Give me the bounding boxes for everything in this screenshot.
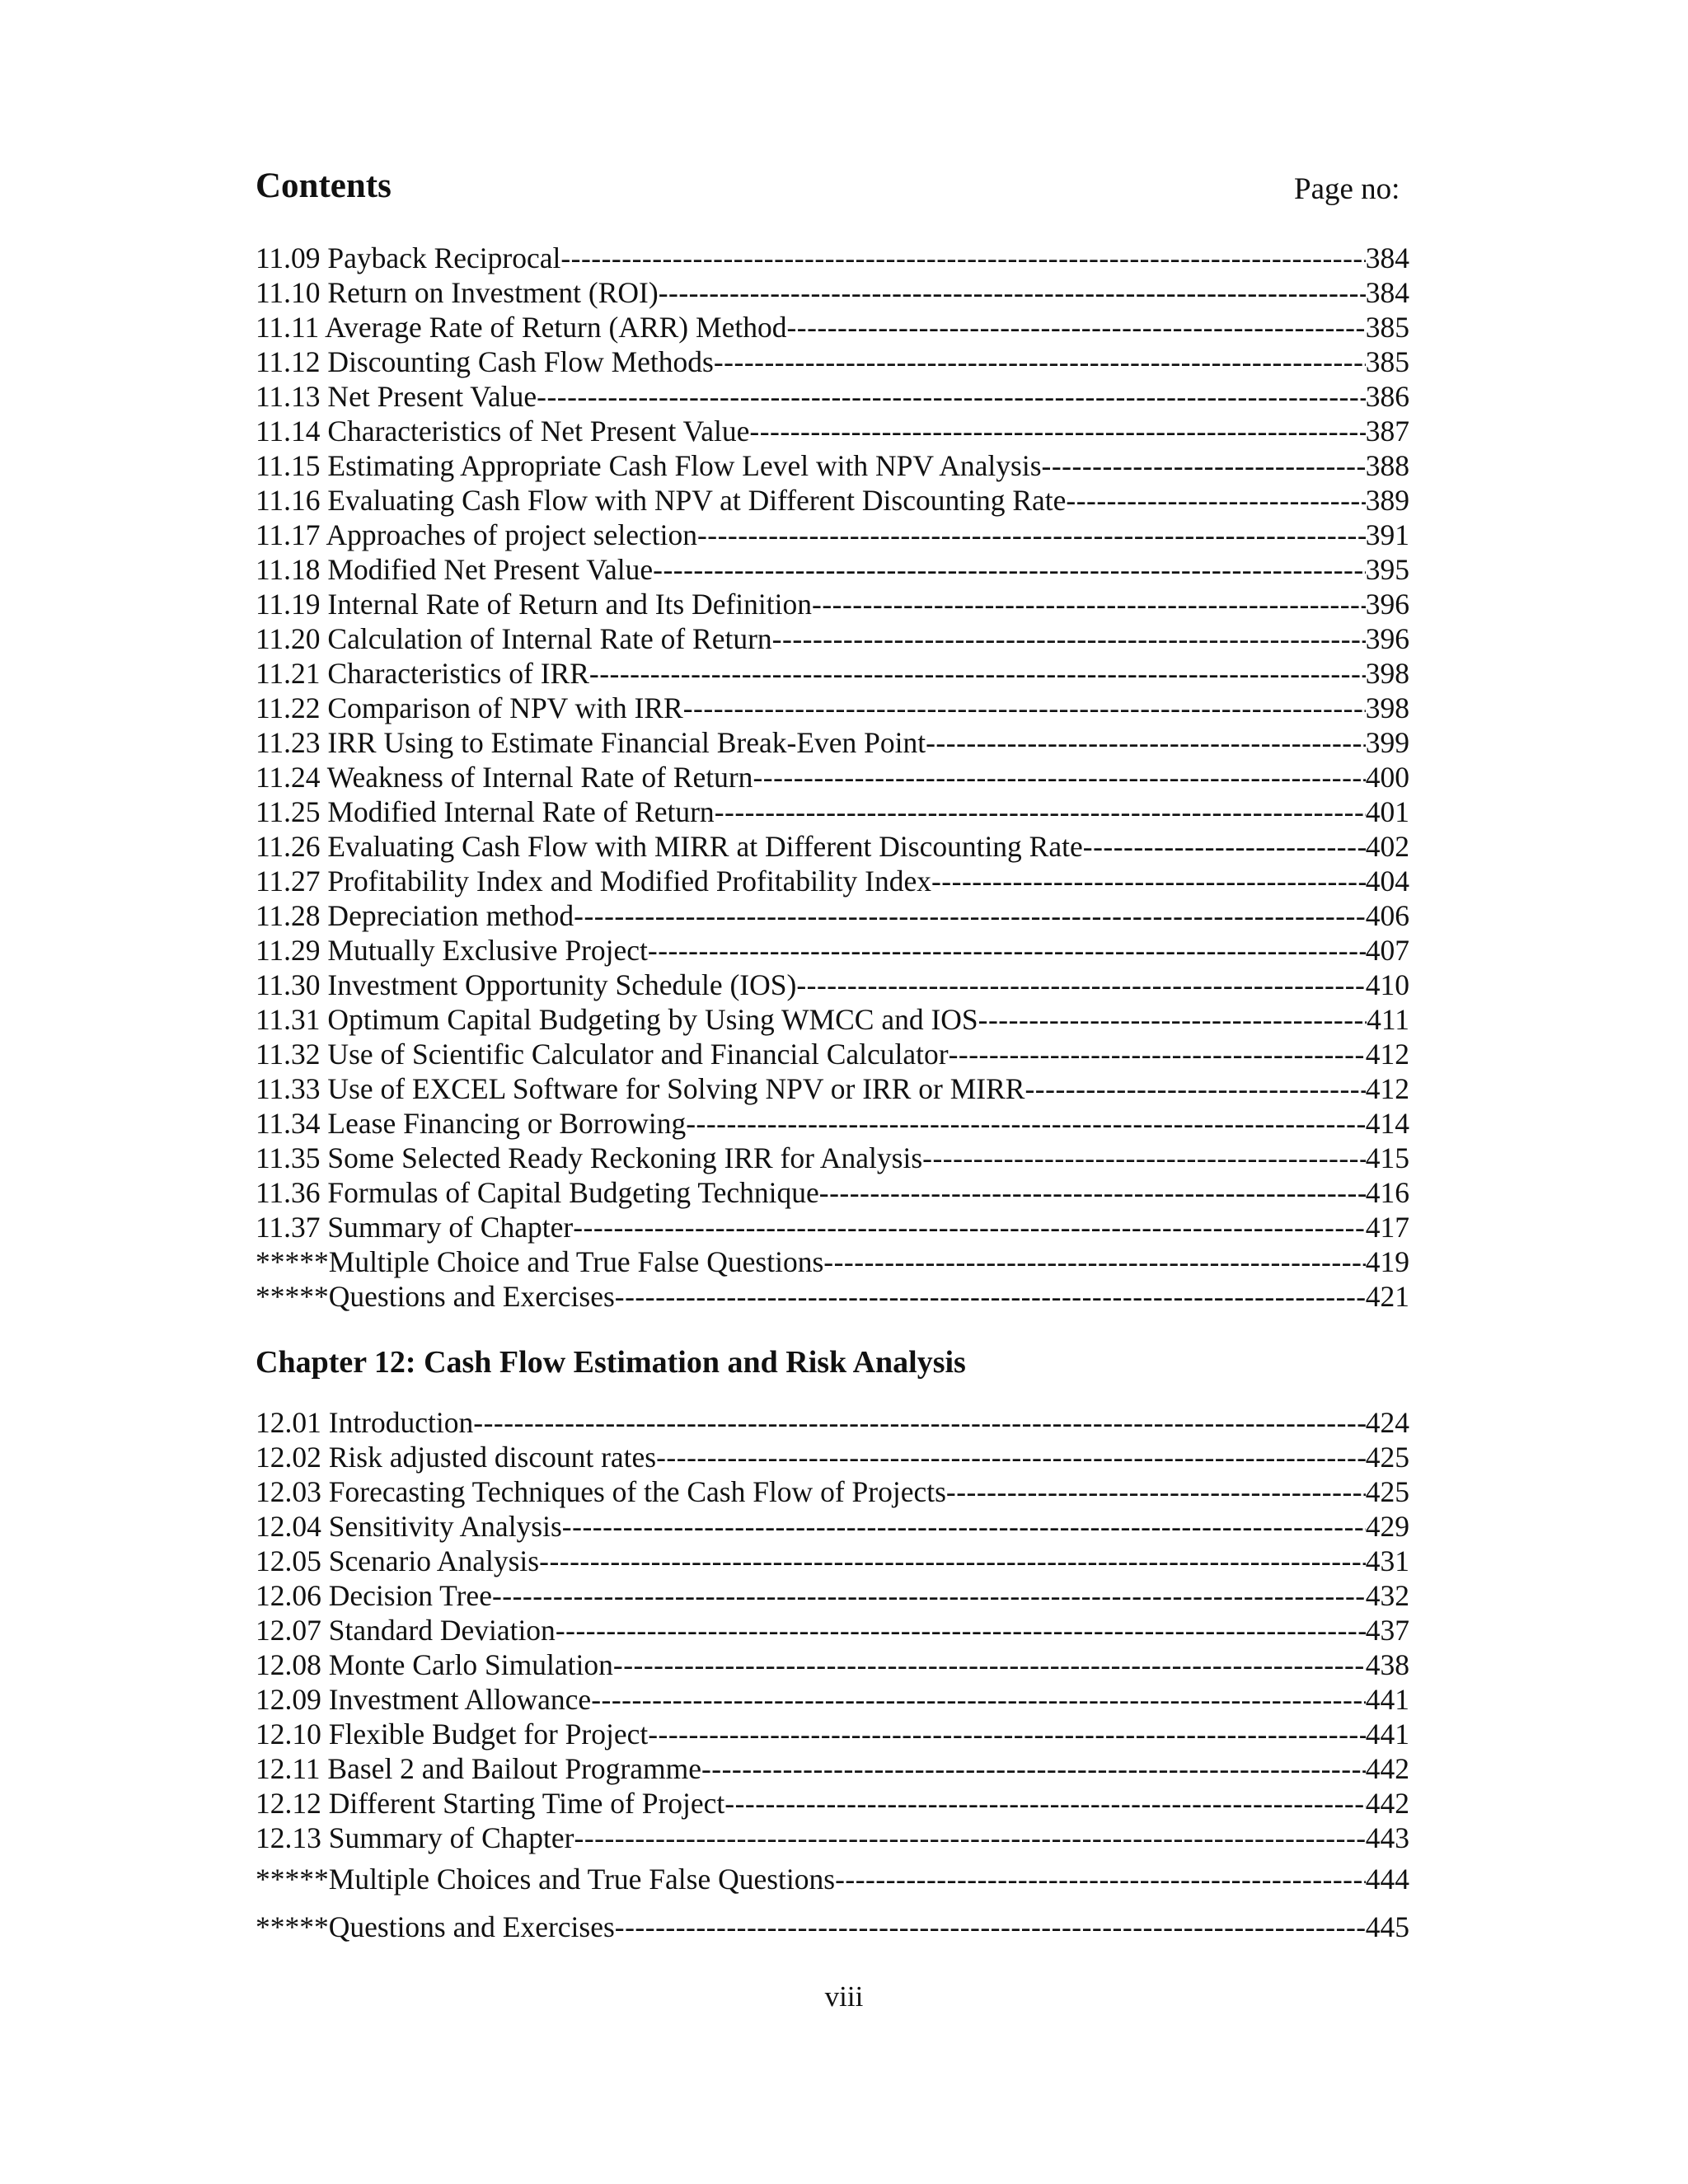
dot-leader — [591, 1682, 1366, 1717]
toc-entry — [256, 933, 1409, 968]
toc-entry — [256, 968, 1409, 1002]
toc-entry-title: 11.21 Characteristics of IRR — [256, 657, 589, 690]
dot-leader — [1066, 483, 1365, 518]
toc-entry-page-number: 441 — [1365, 1683, 1409, 1716]
dot-leader — [819, 1175, 1366, 1210]
toc-entry-page-number: 415 — [1365, 1141, 1409, 1174]
toc-entry — [256, 1106, 1409, 1141]
dot-leader — [753, 760, 1365, 794]
toc-list-chapter-11 — [256, 241, 1409, 1314]
toc-entry-page-number: 385 — [1365, 345, 1409, 378]
toc-entry-title: 12.09 Investment Allowance — [256, 1683, 592, 1716]
toc-entry-title: 11.31 Optimum Capital Budgeting by Using WMCC and IOS — [256, 1003, 978, 1036]
dot-leader — [556, 1613, 1366, 1647]
toc-entry-page-number: 385 — [1365, 311, 1409, 344]
toc-entry — [256, 1682, 1409, 1717]
dot-leader — [613, 1647, 1366, 1682]
toc-entry-page-number: 401 — [1365, 795, 1409, 828]
dot-leader — [749, 414, 1365, 448]
toc-entry-title: 11.29 Mutually Exclusive Project — [256, 934, 648, 967]
dot-leader — [659, 275, 1366, 310]
toc-entry-page-number: 417 — [1365, 1211, 1409, 1244]
page-number-column-label: Page no: — [1294, 172, 1400, 206]
toc-entry-page-number: 406 — [1365, 899, 1409, 932]
toc-entry-page-number: 410 — [1365, 968, 1409, 1001]
toc-entry-page-number: 424 — [1365, 1406, 1409, 1439]
dot-leader — [931, 864, 1366, 898]
toc-entry-page-number: 411 — [1367, 1003, 1409, 1036]
toc-entry — [256, 760, 1409, 794]
toc-list-chapter-12 — [256, 1405, 1409, 1951]
toc-entry-page-number: 432 — [1365, 1579, 1409, 1612]
toc-entry-page-number: 407 — [1365, 934, 1409, 967]
toc-entry — [256, 1821, 1409, 1855]
dot-leader — [835, 1855, 1366, 1903]
toc-entry-title: 11.25 Modified Internal Rate of Return — [256, 795, 715, 828]
toc-entry-title: 11.15 Estimating Appropriate Cash Flow Level with NPV Analysis — [256, 449, 1042, 482]
toc-entry — [256, 794, 1409, 829]
toc-entry-title: *****Questions and Exercises — [256, 1280, 615, 1313]
toc-entry-page-number: 421 — [1365, 1280, 1409, 1313]
toc-entry — [256, 344, 1409, 379]
toc-entry-title: 12.04 Sensitivity Analysis — [256, 1510, 562, 1543]
toc-entry — [256, 898, 1409, 933]
dot-leader — [1025, 1071, 1365, 1106]
dot-leader — [573, 1210, 1366, 1244]
toc-entry-title: 11.34 Lease Financing or Borrowing — [256, 1107, 687, 1140]
toc-entry-title: 11.24 Weakness of Internal Rate of Return — [256, 761, 753, 794]
toc-entry-page-number: 384 — [1365, 276, 1409, 309]
toc-entry-title: 11.13 Net Present Value — [256, 380, 537, 413]
toc-entry-title: 12.08 Monte Carlo Simulation — [256, 1648, 613, 1681]
toc-entry-title: 12.07 Standard Deviation — [256, 1614, 556, 1647]
toc-entry-title: 11.37 Summary of Chapter — [256, 1211, 574, 1244]
toc-entry — [256, 725, 1409, 760]
toc-entry-title: 11.14 Characteristics of Net Present Value — [256, 415, 750, 448]
toc-entry — [256, 1141, 1409, 1175]
toc-entry-title: 12.10 Flexible Budget for Project — [256, 1718, 649, 1750]
toc-entry-page-number: 396 — [1365, 622, 1409, 655]
toc-entry-page-number: 425 — [1365, 1441, 1409, 1474]
toc-entry-title: 11.18 Modified Net Present Value — [256, 553, 654, 586]
toc-entry-title: 11.20 Calculation of Internal Rate of Return — [256, 622, 772, 655]
dot-leader — [683, 691, 1366, 725]
toc-entry — [256, 1717, 1409, 1751]
dot-leader — [574, 898, 1366, 933]
toc-entry-title: 11.32 Use of Scientific Calculator and Financial Calculator — [256, 1038, 949, 1071]
toc-entry-title: *****Multiple Choice and True False Questions — [256, 1245, 824, 1278]
dot-leader — [1042, 448, 1366, 483]
toc-entry — [256, 1544, 1409, 1578]
toc-entry-title: 12.12 Different Starting Time of Project — [256, 1787, 725, 1820]
dot-leader — [786, 310, 1365, 344]
dot-leader — [946, 1474, 1366, 1509]
toc-entry — [256, 1509, 1409, 1544]
toc-entry-page-number: 443 — [1365, 1821, 1409, 1854]
toc-entry-title: 12.06 Decision Tree — [256, 1579, 492, 1612]
toc-entry-page-number: 399 — [1365, 726, 1409, 759]
toc-entry-title: 11.30 Investment Opportunity Schedule (IOS) — [256, 968, 797, 1001]
toc-entry-title: 12.05 Scenario Analysis — [256, 1544, 540, 1577]
dot-leader — [772, 621, 1366, 656]
toc-entry-page-number: 442 — [1365, 1787, 1409, 1820]
dot-leader — [823, 1244, 1365, 1279]
toc-entry — [256, 587, 1409, 621]
dot-leader — [653, 552, 1366, 587]
toc-entry-page-number: 441 — [1365, 1718, 1409, 1750]
toc-entry-title: 12.01 Introduction — [256, 1406, 474, 1439]
chapter-12-heading: Chapter 12: Cash Flow Estimation and Risk Analysis — [256, 1345, 966, 1380]
dot-leader — [537, 379, 1366, 414]
toc-entry — [256, 275, 1409, 310]
toc-entry — [256, 656, 1409, 691]
toc-entry-page-number: 395 — [1365, 553, 1409, 586]
toc-entry — [256, 1244, 1409, 1279]
toc-entry — [256, 1786, 1409, 1821]
toc-entry-page-number: 391 — [1365, 518, 1409, 551]
toc-entry-page-number: 431 — [1365, 1544, 1409, 1577]
toc-entry-page-number: 438 — [1365, 1648, 1409, 1681]
toc-entry-page-number: 437 — [1365, 1614, 1409, 1647]
toc-entry — [256, 1440, 1409, 1474]
toc-entry-title: *****Multiple Choices and True False Questions — [256, 1863, 836, 1896]
toc-entry-title: 11.17 Approaches of project selection — [256, 518, 697, 551]
dot-leader — [589, 656, 1366, 691]
toc-entry — [256, 448, 1409, 483]
toc-entry-page-number: 429 — [1365, 1510, 1409, 1543]
toc-entry-title: 11.35 Some Selected Ready Reckoning IRR for Analysis — [256, 1141, 923, 1174]
dot-leader — [1083, 829, 1366, 864]
toc-entry — [256, 1279, 1409, 1314]
toc-entry — [256, 1474, 1409, 1509]
dot-leader — [686, 1106, 1366, 1141]
toc-entry — [256, 483, 1409, 518]
dot-leader — [562, 1509, 1366, 1544]
toc-entry-page-number: 388 — [1365, 449, 1409, 482]
toc-entry-page-number: 384 — [1365, 241, 1409, 274]
toc-entry — [256, 518, 1409, 552]
toc-entry-page-number: 402 — [1365, 830, 1409, 863]
toc-entry-title: 11.27 Profitability Index and Modified Profitability Index — [256, 865, 931, 898]
toc-entry — [256, 1647, 1409, 1682]
dot-leader — [492, 1578, 1366, 1613]
toc-entry — [256, 691, 1409, 725]
dot-leader — [922, 1141, 1366, 1175]
dot-leader — [701, 1751, 1366, 1786]
page-title: Contents — [256, 166, 392, 205]
toc-entry — [256, 379, 1409, 414]
dot-leader — [615, 1903, 1366, 1951]
toc-entry-page-number: 442 — [1365, 1752, 1409, 1785]
dot-leader — [796, 968, 1365, 1002]
toc-entry-page-number: 398 — [1365, 657, 1409, 690]
dot-leader — [473, 1405, 1366, 1440]
toc-entry-page-number: 389 — [1365, 484, 1409, 517]
dot-leader — [926, 725, 1366, 760]
toc-entry-page-number: 412 — [1365, 1072, 1409, 1105]
toc-entry-title: *****Questions and Exercises — [256, 1910, 615, 1943]
dot-leader — [978, 1002, 1367, 1037]
toc-entry-title: 11.09 Payback Reciprocal — [256, 241, 561, 274]
toc-entry — [256, 241, 1409, 275]
toc-entry-title: 11.22 Comparison of NPV with IRR — [256, 691, 683, 724]
toc-entry-title: 11.11 Average Rate of Return (ARR) Method — [256, 311, 787, 344]
toc-entry — [256, 829, 1409, 864]
toc-entry-title: 12.11 Basel 2 and Bailout Programme — [256, 1752, 701, 1785]
toc-entry-page-number: 414 — [1365, 1107, 1409, 1140]
toc-entry-title: 11.26 Evaluating Cash Flow with MIRR at Different Discounting Rate — [256, 830, 1083, 863]
toc-entry-title: 11.16 Evaluating Cash Flow with NPV at Different Discounting Rate — [256, 484, 1067, 517]
dot-leader — [648, 933, 1366, 968]
toc-entry-page-number: 445 — [1365, 1910, 1409, 1943]
toc-entry-title: 12.13 Summary of Chapter — [256, 1821, 574, 1854]
toc-entry-title: 12.02 Risk adjusted discount rates — [256, 1441, 657, 1474]
toc-entry — [256, 552, 1409, 587]
toc-entry-title: 11.12 Discounting Cash Flow Methods — [256, 345, 714, 378]
dot-leader — [812, 587, 1366, 621]
toc-entry — [256, 1175, 1409, 1210]
toc-entry-page-number: 386 — [1365, 380, 1409, 413]
dot-leader — [697, 518, 1366, 552]
dot-leader — [714, 344, 1366, 379]
toc-entry-page-number: 416 — [1365, 1176, 1409, 1209]
toc-entry-page-number: 404 — [1365, 865, 1409, 898]
dot-leader — [615, 1279, 1366, 1314]
toc-entry-page-number: 396 — [1365, 588, 1409, 621]
dot-leader — [560, 241, 1365, 275]
dot-leader — [656, 1440, 1366, 1474]
toc-entry — [256, 1751, 1409, 1786]
dot-leader — [724, 1786, 1365, 1821]
page-number-footer: viii — [824, 1980, 864, 2013]
toc-entry-title: 11.10 Return on Investment (ROI) — [256, 276, 659, 309]
toc-entry — [256, 414, 1409, 448]
toc-entry — [256, 864, 1409, 898]
dot-leader — [715, 794, 1366, 829]
toc-entry-title: 11.28 Depreciation method — [256, 899, 574, 932]
toc-entry — [256, 1578, 1409, 1613]
toc-entry-page-number: 444 — [1365, 1863, 1409, 1896]
toc-entry — [256, 1037, 1409, 1071]
toc-entry-title: 11.19 Internal Rate of Return and Its Definition — [256, 588, 812, 621]
dot-leader — [949, 1037, 1366, 1071]
toc-entry-page-number: 412 — [1365, 1038, 1409, 1071]
toc-entry — [256, 310, 1409, 344]
toc-entry-title: 11.23 IRR Using to Estimate Financial Break-Even Point — [256, 726, 926, 759]
toc-entry-page-number: 398 — [1365, 691, 1409, 724]
toc-entry-page-number: 400 — [1365, 761, 1409, 794]
toc-entry — [256, 1855, 1409, 1903]
dot-leader — [539, 1544, 1366, 1578]
toc-entry-page-number: 419 — [1365, 1245, 1409, 1278]
dot-leader — [648, 1717, 1366, 1751]
toc-entry-title: 12.03 Forecasting Techniques of the Cash Flow of Projects — [256, 1475, 946, 1508]
toc-entry-title: 11.33 Use of EXCEL Software for Solving NPV or IRR or MIRR — [256, 1072, 1025, 1105]
toc-entry — [256, 1002, 1409, 1037]
toc-entry — [256, 1210, 1409, 1244]
toc-entry — [256, 1071, 1409, 1106]
toc-entry — [256, 1613, 1409, 1647]
toc-entry — [256, 1405, 1409, 1440]
dot-leader — [574, 1821, 1366, 1855]
contents-header — [256, 162, 1409, 211]
toc-entry — [256, 621, 1409, 656]
toc-entry-page-number: 425 — [1365, 1475, 1409, 1508]
toc-entry — [256, 1903, 1409, 1951]
toc-entry-title: 11.36 Formulas of Capital Budgeting Technique — [256, 1176, 819, 1209]
toc-entry-page-number: 387 — [1365, 415, 1409, 448]
